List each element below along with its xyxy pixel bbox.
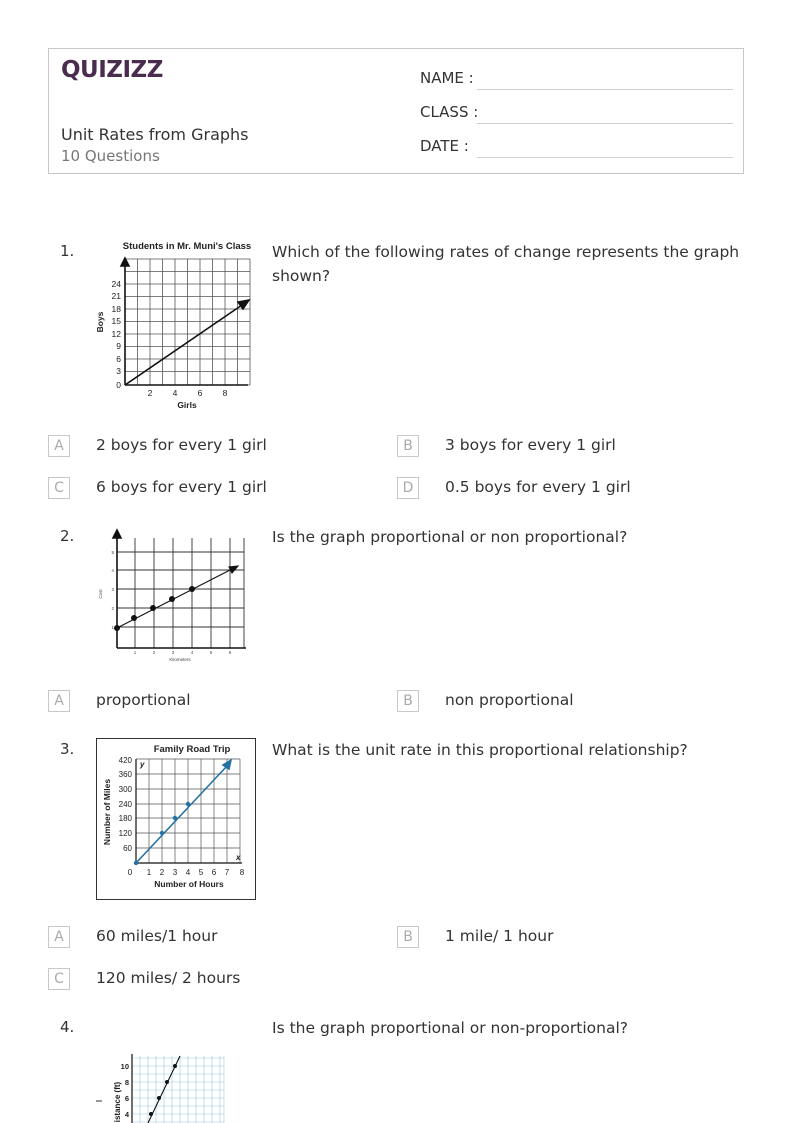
option-b-box[interactable]: B [397,926,419,948]
data-point [173,816,177,820]
option-b-box[interactable]: B [397,435,419,457]
question-count: 10 Questions [61,147,160,165]
question-1-graph [94,236,258,412]
x-tick: 3 [171,650,175,655]
grid [125,259,250,385]
x-tick: 4 [190,650,194,655]
data-point [134,861,138,865]
option-c-text[interactable]: 6 boys for every 1 girl [96,478,267,496]
option-c-text[interactable]: 120 miles/ 2 hours [96,969,241,987]
x-tick: 3 [172,868,178,877]
question-3-graph [96,738,256,900]
y-tick: 240 [118,800,132,809]
graph-title: Students in Mr. Muni's Class [122,241,252,252]
x-tick: 2 [152,650,156,655]
option-b-text[interactable]: 1 mile/ 1 hour [445,927,554,945]
x-axis-label: Number of Hours [154,879,224,889]
x-tick: 5 [209,650,213,655]
option-d-box[interactable]: D [397,477,419,499]
y-variable: y [140,760,145,769]
question-2-graph [96,526,254,666]
option-c-box[interactable]: C [48,477,70,499]
y-tick: 60 [123,844,132,853]
y-tick: 1 [111,625,114,630]
question-3-text: What is the unit rate in this proportional relationship? [272,741,688,759]
x-tick: 1 [146,868,152,877]
x-tick: 8 [222,388,228,398]
x-axis-label: Kilometers [169,657,191,662]
grid [117,538,244,648]
y-axis-label: Cost [98,589,103,599]
x-tick: 8 [239,868,245,877]
x-tick: 1 [133,650,137,655]
data-point [157,1096,161,1100]
y-tick: 6 [116,354,121,364]
worksheet-header [48,48,744,174]
class-line[interactable] [477,123,733,124]
option-a-text[interactable]: 2 boys for every 1 girl [96,436,267,454]
y-tick: 18 [111,304,121,314]
origin-label: 0 [116,380,121,390]
option-c-box[interactable]: C [48,968,70,990]
x-tick: 6 [228,650,232,655]
data-points [114,586,195,631]
y-tick: 120 [118,829,132,838]
y-tick: 24 [111,279,121,289]
class-label: CLASS : [420,103,479,121]
option-a-box[interactable]: A [48,435,70,457]
y-axis-label: istance (ft) [113,1081,122,1123]
quizizz-logo: QUIZIZZ [61,57,163,83]
x-axis-label: Girls [177,400,197,410]
data-point [165,1080,169,1084]
y-tick: 3 [116,366,121,376]
question-2-text: Is the graph proportional or non proportional? [272,528,628,546]
option-b-text[interactable]: 3 boys for every 1 girl [445,436,616,454]
y-tick: 8 [124,1078,129,1087]
question-4-number: 4. [60,1018,75,1036]
y-tick: 3 [111,587,114,592]
data-point [160,831,164,835]
x-tick: 6 [197,388,203,398]
name-line[interactable] [477,89,733,90]
data-point [149,1112,153,1116]
x-tick: 6 [211,868,217,877]
data-point [186,802,190,806]
option-a-text[interactable]: proportional [96,691,191,709]
y-tick: 15 [111,316,121,326]
name-label: NAME : [420,69,474,87]
option-d-text[interactable]: 0.5 boys for every 1 girl [445,478,631,496]
x-tick: 4 [185,868,191,877]
option-a-text[interactable]: 60 miles/1 hour [96,927,218,945]
data-point [131,615,137,621]
question-4-graph [94,1054,230,1123]
y-tick: 4 [111,568,114,573]
option-a-box[interactable]: A [48,690,70,712]
y-tick: 21 [111,291,121,301]
x-tick: 5 [198,868,204,877]
x-variable: x [236,853,241,862]
y-tick: 4 [124,1110,129,1119]
y-tick: 12 [111,329,121,339]
date-label: DATE : [420,137,469,155]
data-point [189,586,195,592]
y-axis-label: Number of Miles [102,778,112,846]
y-tick: 2 [111,606,114,611]
y-tick: 420 [118,756,132,765]
y-tick: 300 [118,785,132,794]
graph-title: Family Road Trip [153,744,231,755]
data-point [150,605,156,611]
data-point [173,1064,177,1068]
y-tick: 9 [116,341,121,351]
x-tick: 2 [147,388,153,398]
y-tick: 180 [118,814,132,823]
date-line[interactable] [477,157,733,158]
x-tick: 4 [172,388,178,398]
y-tick: 360 [118,770,132,779]
origin-label: 0 [127,868,133,877]
question-1-text: Which of the following rates of change represents the graph shown? [272,243,740,285]
y-tick: 6 [124,1094,129,1103]
y-tick: 10 [120,1062,129,1071]
grid [132,1056,224,1123]
x-tick: 2 [159,868,165,877]
y-axis-label: Boys [95,311,105,333]
proportional-line [125,300,249,385]
x-tick: 7 [224,868,230,877]
data-point [169,596,175,602]
data-point [114,625,120,631]
question-2-number: 2. [60,527,75,545]
question-4-text: Is the graph proportional or non-proportional? [272,1019,628,1037]
option-a-box[interactable]: A [48,926,70,948]
option-b-box[interactable]: B [397,690,419,712]
option-b-text[interactable]: non proportional [445,691,574,709]
question-3-number: 3. [60,740,75,758]
question-1-number: 1. [60,242,75,260]
y-tick: 5 [111,550,114,555]
worksheet-title: Unit Rates from Graphs [61,125,249,144]
